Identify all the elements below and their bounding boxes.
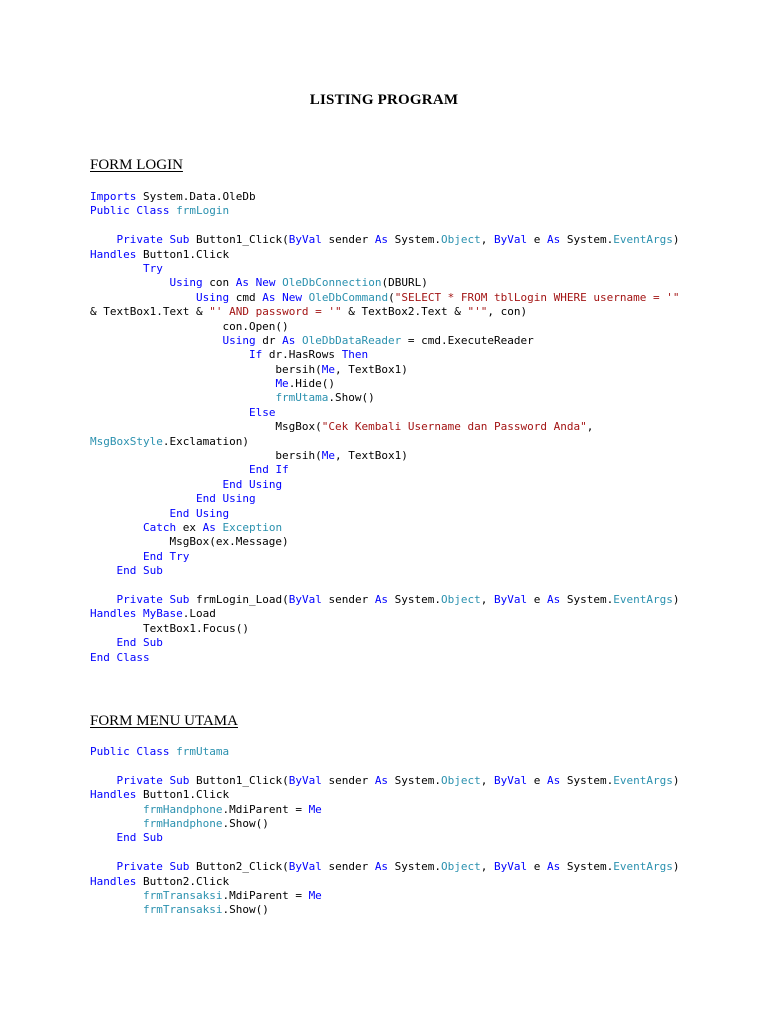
keyword-token: End bbox=[116, 564, 137, 578]
code-line bbox=[90, 564, 690, 578]
keyword-token: End bbox=[169, 506, 190, 520]
code-line bbox=[90, 190, 690, 204]
keyword-token: If bbox=[275, 463, 289, 477]
type-token: OleDbCommand bbox=[308, 290, 389, 304]
code-line bbox=[90, 903, 690, 917]
code-text bbox=[90, 831, 117, 844]
code-text bbox=[90, 564, 117, 577]
code-line bbox=[90, 607, 690, 621]
code-line bbox=[90, 817, 690, 831]
code-text: System. bbox=[388, 592, 442, 606]
type-token: Object bbox=[441, 860, 481, 874]
code-text: e bbox=[527, 233, 548, 247]
code-text: ) bbox=[672, 773, 680, 787]
code-text: ) bbox=[672, 233, 680, 247]
type-token: MsgBoxStyle bbox=[90, 434, 163, 448]
code-line bbox=[90, 507, 690, 521]
code-text: System. bbox=[388, 860, 442, 874]
keyword-token: MyBase bbox=[142, 607, 183, 621]
string-token: "'" bbox=[467, 305, 488, 319]
code-line bbox=[90, 435, 690, 449]
code-text: System. bbox=[560, 860, 614, 874]
code-text: con bbox=[202, 276, 236, 290]
code-line bbox=[90, 636, 690, 650]
keyword-token: Sub bbox=[143, 831, 163, 845]
code-text bbox=[90, 406, 249, 419]
code-line bbox=[90, 535, 690, 549]
code-text: , bbox=[480, 860, 495, 874]
code-text: System. bbox=[560, 233, 614, 247]
code-text: = cmd.ExecuteReader bbox=[401, 333, 534, 347]
code-text: e bbox=[527, 592, 548, 606]
keyword-token: Using bbox=[195, 290, 230, 304]
code-text: bersih( bbox=[90, 362, 322, 376]
string-token: "Cek Kembali Username dan Password Anda" bbox=[321, 420, 587, 434]
code-text bbox=[90, 291, 196, 304]
keyword-token: Imports bbox=[90, 190, 137, 203]
keyword-token: ByVal bbox=[288, 860, 322, 874]
keyword-token: Sub bbox=[143, 636, 163, 650]
keyword-token: Class bbox=[136, 745, 170, 758]
keyword-token: ByVal bbox=[494, 860, 528, 874]
code-text: ) bbox=[672, 592, 680, 606]
string-token: "' AND password = '" bbox=[209, 305, 342, 319]
code-line bbox=[90, 334, 690, 348]
code-text bbox=[90, 348, 249, 361]
code-line bbox=[90, 593, 690, 607]
code-line bbox=[90, 420, 690, 434]
code-text: , bbox=[480, 773, 495, 787]
keyword-token: As bbox=[374, 860, 389, 874]
keyword-token: ByVal bbox=[288, 773, 322, 787]
code-text: .Show() bbox=[222, 903, 269, 917]
keyword-token: Private bbox=[116, 860, 163, 874]
keyword-token: If bbox=[248, 348, 263, 362]
code-text: .Load bbox=[182, 607, 216, 621]
keyword-token: Sub bbox=[169, 233, 190, 247]
keyword-token: Using bbox=[195, 506, 230, 520]
code-text bbox=[90, 889, 143, 902]
code-text bbox=[90, 334, 222, 347]
code-line bbox=[90, 204, 690, 218]
keyword-token: As bbox=[235, 276, 249, 290]
code-text: , bbox=[480, 592, 495, 606]
keyword-token: Using bbox=[248, 477, 283, 491]
keyword-token: End bbox=[222, 477, 243, 491]
code-text: .Show() bbox=[328, 391, 375, 405]
code-text: System. bbox=[560, 592, 614, 606]
keyword-token: ByVal bbox=[288, 233, 322, 247]
keyword-token: ByVal bbox=[494, 592, 528, 606]
code-text bbox=[90, 903, 143, 916]
type-token: frmHandphone bbox=[142, 802, 223, 816]
code-text bbox=[90, 636, 117, 649]
code-text: e bbox=[527, 773, 548, 787]
keyword-token: Else bbox=[248, 405, 276, 419]
code-text bbox=[302, 291, 309, 304]
code-text bbox=[90, 478, 222, 491]
code-text: e bbox=[527, 860, 548, 874]
code-text: .Show() bbox=[222, 816, 269, 830]
code-text: sender bbox=[321, 860, 375, 874]
code-text: Button1.Click bbox=[136, 788, 230, 802]
code-text: MsgBox( bbox=[90, 420, 322, 434]
keyword-token: Me bbox=[308, 888, 322, 902]
code-line bbox=[90, 391, 690, 405]
keyword-token: As bbox=[374, 773, 389, 787]
code-text: frmLogin_Load( bbox=[189, 592, 289, 606]
keyword-token: Handles bbox=[90, 874, 137, 888]
code-text: Button2_Click( bbox=[189, 860, 289, 874]
code-text: & TextBox2.Text & bbox=[341, 305, 468, 319]
type-token: Object bbox=[441, 592, 481, 606]
code-line bbox=[90, 248, 690, 262]
code-text: sender bbox=[321, 233, 375, 247]
keyword-token: Public bbox=[90, 745, 130, 758]
type-token: frmUtama bbox=[176, 745, 230, 758]
code-text: , bbox=[480, 233, 495, 247]
code-text bbox=[90, 463, 249, 476]
string-token: "SELECT * FROM tblLogin WHERE username = '" bbox=[394, 290, 680, 304]
code-line bbox=[90, 651, 690, 665]
code-line bbox=[90, 745, 690, 759]
code-text: System.Data.OleDb bbox=[136, 190, 256, 203]
keyword-token: Private bbox=[116, 592, 163, 606]
code-line bbox=[90, 579, 690, 593]
code-line bbox=[90, 463, 690, 477]
code-line bbox=[90, 262, 690, 276]
keyword-token: Sub bbox=[169, 592, 190, 606]
keyword-token: Sub bbox=[169, 773, 190, 787]
code-text: sender bbox=[321, 592, 375, 606]
code-line bbox=[90, 521, 690, 535]
keyword-token: Using bbox=[222, 492, 256, 506]
code-text: Button1_Click( bbox=[189, 773, 289, 787]
keyword-token: New bbox=[282, 290, 302, 304]
code-text: Button1.Click bbox=[136, 247, 230, 261]
code-text: .MdiParent = bbox=[222, 888, 309, 902]
code-line bbox=[90, 449, 690, 463]
code-line bbox=[90, 348, 690, 362]
code-text: ( bbox=[388, 290, 395, 304]
code-line bbox=[90, 759, 690, 773]
type-token: frmLogin bbox=[176, 204, 230, 218]
keyword-token: End bbox=[142, 549, 163, 563]
code-text: System. bbox=[560, 773, 614, 787]
code-line bbox=[90, 860, 690, 874]
keyword-token: Sub bbox=[143, 564, 163, 578]
keyword-token: Using bbox=[222, 333, 256, 347]
code-text: TextBox1.Focus() bbox=[90, 621, 249, 635]
code-text: , bbox=[586, 420, 594, 434]
code-line bbox=[90, 377, 690, 391]
keyword-token: Me bbox=[321, 449, 336, 463]
code-block-form-menu-utama bbox=[90, 745, 690, 918]
type-token: EventArgs bbox=[613, 592, 673, 606]
keyword-token: As bbox=[262, 290, 276, 304]
type-token: Object bbox=[441, 773, 481, 787]
code-line bbox=[90, 550, 690, 564]
keyword-token: End bbox=[116, 831, 137, 845]
code-text: System. bbox=[388, 773, 442, 787]
keyword-token: Me bbox=[275, 377, 289, 391]
keyword-token: End bbox=[195, 492, 216, 506]
code-text: Button2.Click bbox=[136, 874, 230, 888]
code-text bbox=[90, 233, 117, 246]
type-token: frmTransaksi bbox=[142, 903, 223, 917]
keyword-token: Try bbox=[169, 549, 190, 563]
code-line bbox=[90, 219, 690, 233]
type-token: OleDbDataReader bbox=[301, 333, 402, 347]
code-text bbox=[90, 860, 117, 873]
code-text: .Hide() bbox=[288, 377, 336, 391]
code-text: , TextBox1) bbox=[335, 449, 408, 463]
code-text bbox=[90, 507, 169, 520]
keyword-token: As bbox=[202, 520, 216, 534]
code-line bbox=[90, 788, 690, 802]
keyword-token: Try bbox=[142, 261, 163, 275]
keyword-token: End bbox=[248, 463, 269, 477]
code-text bbox=[242, 478, 249, 491]
type-token: OleDbConnection bbox=[282, 276, 382, 290]
section-heading-form-menu-utama: FORM MENU UTAMA bbox=[90, 713, 238, 729]
section-heading-form-login: FORM LOGIN bbox=[90, 157, 183, 173]
code-line bbox=[90, 363, 690, 377]
code-line bbox=[90, 774, 690, 788]
type-token: EventArgs bbox=[613, 773, 673, 787]
keyword-token: Handles bbox=[90, 247, 137, 261]
code-line bbox=[90, 831, 690, 845]
type-token: EventArgs bbox=[613, 233, 673, 247]
code-text: con.Open() bbox=[90, 319, 289, 333]
code-line bbox=[90, 622, 690, 636]
keyword-token: As bbox=[547, 592, 561, 606]
keyword-token: Class bbox=[116, 650, 150, 664]
keyword-token: Private bbox=[116, 773, 163, 787]
code-text: dr bbox=[255, 333, 283, 347]
keyword-token: ByVal bbox=[494, 233, 528, 247]
code-text bbox=[295, 334, 302, 347]
code-text: MsgBox(ex.Message) bbox=[90, 535, 289, 549]
code-line bbox=[90, 291, 690, 305]
code-line bbox=[90, 875, 690, 889]
code-line bbox=[90, 406, 690, 420]
code-text: .MdiParent = bbox=[222, 802, 309, 816]
keyword-token: As bbox=[374, 233, 389, 247]
code-text bbox=[90, 593, 117, 606]
keyword-token: Private bbox=[116, 233, 163, 247]
code-line bbox=[90, 846, 690, 860]
code-text: Button1_Click( bbox=[189, 233, 289, 247]
code-text bbox=[249, 276, 256, 289]
code-line bbox=[90, 276, 690, 290]
code-text bbox=[136, 831, 143, 844]
code-text bbox=[90, 262, 143, 275]
code-text bbox=[110, 651, 117, 664]
type-token: frmHandphone bbox=[142, 816, 223, 830]
keyword-token: As bbox=[282, 333, 296, 347]
keyword-token: ByVal bbox=[288, 592, 322, 606]
type-token: frmUtama bbox=[275, 391, 329, 405]
keyword-token: Catch bbox=[142, 520, 177, 534]
keyword-token: As bbox=[547, 233, 561, 247]
keyword-token: Handles bbox=[90, 607, 137, 621]
code-line bbox=[90, 803, 690, 817]
code-line bbox=[90, 233, 690, 247]
code-text: bersih( bbox=[90, 449, 322, 463]
keyword-token: End bbox=[90, 650, 110, 664]
code-text bbox=[90, 817, 143, 830]
code-text bbox=[90, 803, 143, 816]
code-text bbox=[90, 391, 275, 404]
code-text bbox=[136, 607, 143, 620]
code-text bbox=[90, 276, 169, 289]
keyword-token: Public bbox=[90, 204, 130, 218]
code-text: , con) bbox=[487, 305, 528, 319]
keyword-token: As bbox=[547, 773, 561, 787]
code-text: (DBURL) bbox=[381, 276, 428, 290]
code-text: System. bbox=[388, 233, 442, 247]
keyword-token: Handles bbox=[90, 788, 137, 802]
code-line bbox=[90, 305, 690, 319]
code-block-form-login bbox=[90, 190, 690, 665]
type-token: Object bbox=[441, 233, 481, 247]
keyword-token: Then bbox=[341, 348, 369, 362]
code-line bbox=[90, 492, 690, 506]
code-text: dr.HasRows bbox=[262, 348, 342, 362]
code-line bbox=[90, 478, 690, 492]
code-text bbox=[90, 521, 143, 534]
code-line bbox=[90, 889, 690, 903]
type-token: EventArgs bbox=[613, 860, 673, 874]
code-text: .Exclamation) bbox=[162, 434, 249, 448]
code-text bbox=[90, 377, 275, 390]
keyword-token: Me bbox=[308, 802, 322, 816]
keyword-token: Class bbox=[136, 204, 170, 218]
type-token: frmTransaksi bbox=[142, 888, 223, 902]
code-text bbox=[189, 507, 196, 520]
page-title: LISTING PROGRAM bbox=[309, 92, 459, 108]
code-text bbox=[136, 564, 143, 577]
code-text bbox=[136, 636, 143, 649]
code-text: sender bbox=[321, 773, 375, 787]
code-text: , TextBox1) bbox=[335, 362, 408, 376]
code-line bbox=[90, 320, 690, 334]
code-text bbox=[90, 492, 196, 505]
keyword-token: End bbox=[116, 636, 137, 650]
code-text bbox=[90, 774, 117, 787]
keyword-token: Me bbox=[321, 362, 336, 376]
keyword-token: As bbox=[374, 592, 389, 606]
keyword-token: ByVal bbox=[494, 773, 528, 787]
keyword-token: New bbox=[255, 276, 276, 290]
keyword-token: Sub bbox=[169, 860, 190, 874]
type-token: Exception bbox=[222, 520, 283, 534]
code-text bbox=[90, 550, 143, 563]
code-text: & TextBox1.Text & bbox=[90, 305, 210, 319]
code-text: cmd bbox=[229, 290, 263, 304]
code-text: ) bbox=[672, 860, 680, 874]
code-text: ex bbox=[176, 520, 203, 534]
keyword-token: Using bbox=[169, 276, 203, 290]
keyword-token: As bbox=[547, 860, 561, 874]
